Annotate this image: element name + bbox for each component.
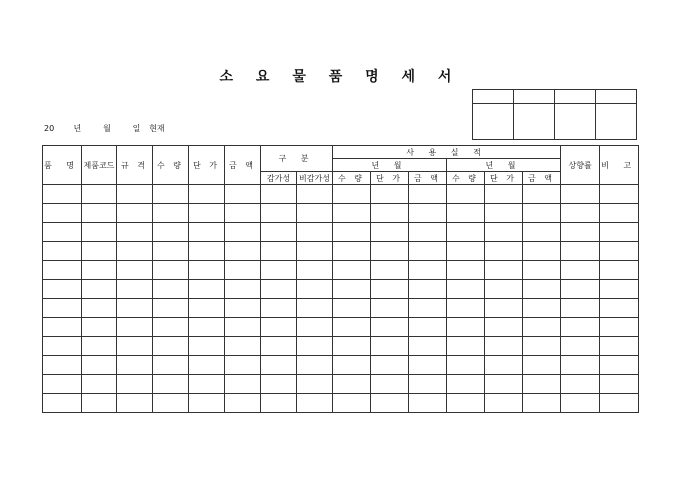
- table-cell[interactable]: [371, 318, 409, 337]
- table-cell[interactable]: [261, 299, 297, 318]
- as-of-label: 현재: [149, 124, 165, 133]
- table-cell[interactable]: [43, 204, 82, 223]
- table-cell[interactable]: [485, 375, 523, 394]
- table-cell[interactable]: [297, 204, 333, 223]
- table-cell[interactable]: [371, 185, 409, 204]
- table-cell[interactable]: [447, 337, 485, 356]
- table-cell[interactable]: [153, 204, 189, 223]
- table-cell[interactable]: [523, 394, 561, 413]
- header-p2-unit-price: 단 가: [485, 172, 523, 185]
- table-cell[interactable]: [600, 394, 639, 413]
- table-cell[interactable]: [153, 185, 189, 204]
- table-cell[interactable]: [153, 394, 189, 413]
- header-depreciation: 상향률: [561, 146, 600, 185]
- approval-cell[interactable]: [596, 90, 637, 104]
- table-row: [43, 337, 639, 356]
- table-cell[interactable]: [43, 318, 82, 337]
- table-cell[interactable]: [189, 356, 225, 375]
- table-cell[interactable]: [371, 394, 409, 413]
- header-item-name: 품 명: [43, 146, 82, 185]
- table-cell[interactable]: [409, 356, 447, 375]
- table-cell[interactable]: [333, 337, 371, 356]
- header-unit-price: 단 가: [189, 146, 225, 185]
- table-cell[interactable]: [43, 223, 82, 242]
- header-p2-amount: 금 액: [523, 172, 561, 185]
- table-cell[interactable]: [297, 337, 333, 356]
- table-cell[interactable]: [485, 394, 523, 413]
- table-cell[interactable]: [447, 261, 485, 280]
- table-cell[interactable]: [600, 356, 639, 375]
- table-cell[interactable]: [371, 356, 409, 375]
- table-cell[interactable]: [43, 394, 82, 413]
- approval-box: [472, 89, 637, 140]
- table-cell[interactable]: [225, 356, 261, 375]
- table-cell[interactable]: [561, 280, 600, 299]
- day-label: 일: [132, 124, 141, 133]
- table-cell[interactable]: [371, 337, 409, 356]
- table-cell[interactable]: [82, 280, 117, 299]
- table-cell[interactable]: [261, 242, 297, 261]
- table-cell[interactable]: [409, 318, 447, 337]
- table-cell[interactable]: [153, 223, 189, 242]
- table-cell[interactable]: [561, 242, 600, 261]
- table-cell[interactable]: [261, 394, 297, 413]
- table-cell[interactable]: [561, 318, 600, 337]
- table-cell[interactable]: [333, 280, 371, 299]
- table-cell[interactable]: [600, 223, 639, 242]
- table-cell[interactable]: [297, 394, 333, 413]
- table-cell[interactable]: [561, 185, 600, 204]
- table-cell[interactable]: [225, 223, 261, 242]
- table-cell[interactable]: [153, 280, 189, 299]
- table-cell[interactable]: [261, 356, 297, 375]
- table-cell[interactable]: [82, 261, 117, 280]
- table-cell[interactable]: [189, 261, 225, 280]
- table-cell[interactable]: [117, 394, 153, 413]
- items-table: [42, 145, 639, 413]
- document-title: 소 요 물 품 명 세 서: [219, 69, 461, 85]
- table-row: [43, 242, 639, 261]
- table-cell[interactable]: [43, 356, 82, 375]
- table-cell[interactable]: [333, 375, 371, 394]
- table-cell[interactable]: [225, 375, 261, 394]
- table-cell[interactable]: [43, 242, 82, 261]
- table-row: [43, 394, 639, 413]
- table-cell[interactable]: [261, 185, 297, 204]
- table-cell[interactable]: [82, 223, 117, 242]
- table-cell[interactable]: [43, 375, 82, 394]
- table-cell[interactable]: [82, 185, 117, 204]
- table-cell[interactable]: [600, 337, 639, 356]
- header-taxable: 감가성: [261, 172, 297, 185]
- table-cell[interactable]: [371, 299, 409, 318]
- table-cell[interactable]: [409, 185, 447, 204]
- table-cell[interactable]: [447, 223, 485, 242]
- table-cell[interactable]: [153, 337, 189, 356]
- table-cell[interactable]: [297, 223, 333, 242]
- table-cell[interactable]: [447, 318, 485, 337]
- header-spec: 규 격: [117, 146, 153, 185]
- table-cell[interactable]: [261, 280, 297, 299]
- table-cell[interactable]: [447, 394, 485, 413]
- table-row: [43, 261, 639, 280]
- table-cell[interactable]: [523, 318, 561, 337]
- table-cell[interactable]: [153, 242, 189, 261]
- table-cell[interactable]: [333, 356, 371, 375]
- table-cell[interactable]: [297, 185, 333, 204]
- header-product-code: 제품코드: [82, 146, 117, 185]
- table-row: [43, 299, 639, 318]
- table-cell[interactable]: [117, 375, 153, 394]
- table-body: [43, 185, 639, 413]
- month-label: 월: [103, 124, 111, 133]
- table-cell[interactable]: [261, 337, 297, 356]
- table-cell[interactable]: [409, 394, 447, 413]
- table-cell[interactable]: [371, 280, 409, 299]
- table-cell[interactable]: [600, 204, 639, 223]
- table-cell[interactable]: [523, 375, 561, 394]
- table-cell[interactable]: [43, 337, 82, 356]
- header-p1-unit-price: 단 가: [371, 172, 409, 185]
- table-cell[interactable]: [225, 318, 261, 337]
- table-cell[interactable]: [43, 185, 82, 204]
- table-cell[interactable]: [297, 280, 333, 299]
- table-cell[interactable]: [297, 261, 333, 280]
- table-cell[interactable]: [333, 299, 371, 318]
- table-cell[interactable]: [153, 356, 189, 375]
- table-cell[interactable]: [297, 375, 333, 394]
- table-cell[interactable]: [447, 356, 485, 375]
- table-cell[interactable]: [261, 318, 297, 337]
- table-cell[interactable]: [153, 318, 189, 337]
- table-cell[interactable]: [447, 280, 485, 299]
- table-cell[interactable]: [600, 299, 639, 318]
- table-cell[interactable]: [371, 261, 409, 280]
- table-cell[interactable]: [447, 204, 485, 223]
- table-cell[interactable]: [297, 318, 333, 337]
- table-row: [43, 318, 639, 337]
- table-cell[interactable]: [43, 261, 82, 280]
- table-cell[interactable]: [189, 299, 225, 318]
- table-cell[interactable]: [82, 394, 117, 413]
- table-cell[interactable]: [523, 204, 561, 223]
- table-cell[interactable]: [189, 318, 225, 337]
- table-cell[interactable]: [371, 204, 409, 223]
- table-cell[interactable]: [409, 261, 447, 280]
- table-row: [43, 223, 639, 242]
- header-usage-record: 사 용 실 적: [333, 146, 561, 159]
- table-cell[interactable]: [561, 223, 600, 242]
- header-non-taxable: 비감가성: [297, 172, 333, 185]
- table-cell[interactable]: [189, 337, 225, 356]
- table-cell[interactable]: [485, 204, 523, 223]
- table-row: [43, 356, 639, 375]
- table-cell[interactable]: [371, 375, 409, 394]
- table-cell[interactable]: [82, 318, 117, 337]
- table-cell[interactable]: [485, 185, 523, 204]
- table-cell[interactable]: [561, 204, 600, 223]
- table-cell[interactable]: [189, 185, 225, 204]
- approval-cell[interactable]: [514, 90, 555, 104]
- table-cell[interactable]: [371, 242, 409, 261]
- approval-sign-cell[interactable]: [555, 104, 596, 140]
- table-cell[interactable]: [189, 394, 225, 413]
- table-cell[interactable]: [333, 318, 371, 337]
- table-cell[interactable]: [333, 394, 371, 413]
- table-cell[interactable]: [561, 356, 600, 375]
- table-cell[interactable]: [117, 261, 153, 280]
- table-cell[interactable]: [485, 337, 523, 356]
- table-cell[interactable]: [117, 242, 153, 261]
- table-cell[interactable]: [447, 375, 485, 394]
- table-cell[interactable]: [600, 375, 639, 394]
- table-cell[interactable]: [225, 204, 261, 223]
- table-cell[interactable]: [225, 337, 261, 356]
- year-label: 년: [73, 124, 82, 133]
- table-cell[interactable]: [297, 356, 333, 375]
- table-cell[interactable]: [117, 299, 153, 318]
- table-cell[interactable]: [82, 337, 117, 356]
- table-cell[interactable]: [447, 242, 485, 261]
- table-cell[interactable]: [153, 261, 189, 280]
- table-cell[interactable]: [189, 223, 225, 242]
- approval-cell[interactable]: [555, 90, 596, 104]
- table-cell[interactable]: [82, 299, 117, 318]
- table-cell[interactable]: [485, 242, 523, 261]
- header-p1-quantity: 수 량: [333, 172, 371, 185]
- table-cell[interactable]: [261, 375, 297, 394]
- table-cell[interactable]: [523, 280, 561, 299]
- approval-sign-cell[interactable]: [514, 104, 555, 140]
- table-cell[interactable]: [117, 223, 153, 242]
- table-cell[interactable]: [561, 299, 600, 318]
- table-cell[interactable]: [485, 299, 523, 318]
- table-cell[interactable]: [409, 280, 447, 299]
- table-cell[interactable]: [600, 280, 639, 299]
- table-cell[interactable]: [600, 261, 639, 280]
- table-cell[interactable]: [333, 204, 371, 223]
- approval-sign-cell[interactable]: [473, 104, 514, 140]
- table-cell[interactable]: [333, 261, 371, 280]
- table-cell[interactable]: [523, 337, 561, 356]
- table-cell[interactable]: [225, 185, 261, 204]
- table-cell[interactable]: [189, 280, 225, 299]
- header-period-2: 년 월: [447, 159, 561, 172]
- table-cell[interactable]: [297, 299, 333, 318]
- table-cell[interactable]: [189, 242, 225, 261]
- table-cell[interactable]: [523, 242, 561, 261]
- table-row: [43, 375, 639, 394]
- table-cell[interactable]: [225, 242, 261, 261]
- header-remarks: 비 고: [600, 146, 639, 185]
- table-cell[interactable]: [261, 223, 297, 242]
- table-cell[interactable]: [561, 261, 600, 280]
- table-cell[interactable]: [409, 299, 447, 318]
- table-cell[interactable]: [117, 185, 153, 204]
- header-quantity: 수 량: [153, 146, 189, 185]
- table-cell[interactable]: [82, 242, 117, 261]
- table-cell[interactable]: [523, 185, 561, 204]
- header-p2-quantity: 수 량: [447, 172, 485, 185]
- header-period-1: 년 월: [333, 159, 447, 172]
- table-cell[interactable]: [523, 356, 561, 375]
- table-row: [43, 204, 639, 223]
- table-cell[interactable]: [523, 299, 561, 318]
- table-row: [43, 280, 639, 299]
- table-cell[interactable]: [117, 337, 153, 356]
- table-cell[interactable]: [600, 242, 639, 261]
- table-cell[interactable]: [153, 299, 189, 318]
- table-cell[interactable]: [225, 261, 261, 280]
- table-cell[interactable]: [297, 242, 333, 261]
- year-prefix: 20: [44, 124, 55, 133]
- table-cell[interactable]: [371, 223, 409, 242]
- table-cell[interactable]: [261, 204, 297, 223]
- table-cell[interactable]: [189, 375, 225, 394]
- table-cell[interactable]: [409, 337, 447, 356]
- table-cell[interactable]: [409, 242, 447, 261]
- table-cell[interactable]: [600, 318, 639, 337]
- table-cell[interactable]: [82, 356, 117, 375]
- table-cell[interactable]: [447, 185, 485, 204]
- table-cell[interactable]: [225, 394, 261, 413]
- table-cell[interactable]: [117, 204, 153, 223]
- table-cell[interactable]: [333, 185, 371, 204]
- table-cell[interactable]: [43, 280, 82, 299]
- table-cell[interactable]: [485, 356, 523, 375]
- date-line: [44, 123, 165, 134]
- table-cell[interactable]: [409, 223, 447, 242]
- table-cell[interactable]: [485, 280, 523, 299]
- table-cell[interactable]: [409, 204, 447, 223]
- table-cell[interactable]: [225, 280, 261, 299]
- table-cell[interactable]: [189, 204, 225, 223]
- table-cell[interactable]: [485, 223, 523, 242]
- table-cell[interactable]: [117, 356, 153, 375]
- table-cell[interactable]: [600, 185, 639, 204]
- header-p1-amount: 금 액: [409, 172, 447, 185]
- table-cell[interactable]: [523, 261, 561, 280]
- table-cell[interactable]: [447, 299, 485, 318]
- table-cell[interactable]: [485, 318, 523, 337]
- table-row: [43, 185, 639, 204]
- table-cell[interactable]: [82, 375, 117, 394]
- table-cell[interactable]: [523, 223, 561, 242]
- header-category: 구 분: [261, 146, 333, 172]
- approval-cell[interactable]: [473, 90, 514, 104]
- table-cell[interactable]: [261, 261, 297, 280]
- table-cell[interactable]: [82, 204, 117, 223]
- table-cell[interactable]: [153, 375, 189, 394]
- table-cell[interactable]: [409, 375, 447, 394]
- table-cell[interactable]: [333, 242, 371, 261]
- table-cell[interactable]: [561, 337, 600, 356]
- table-cell[interactable]: [485, 261, 523, 280]
- table-cell[interactable]: [333, 223, 371, 242]
- table-cell[interactable]: [561, 375, 600, 394]
- table-cell[interactable]: [43, 299, 82, 318]
- approval-sign-cell[interactable]: [596, 104, 637, 140]
- table-cell[interactable]: [117, 318, 153, 337]
- table-cell[interactable]: [225, 299, 261, 318]
- header-amount: 금 액: [225, 146, 261, 185]
- table-cell[interactable]: [117, 280, 153, 299]
- table-cell[interactable]: [561, 394, 600, 413]
